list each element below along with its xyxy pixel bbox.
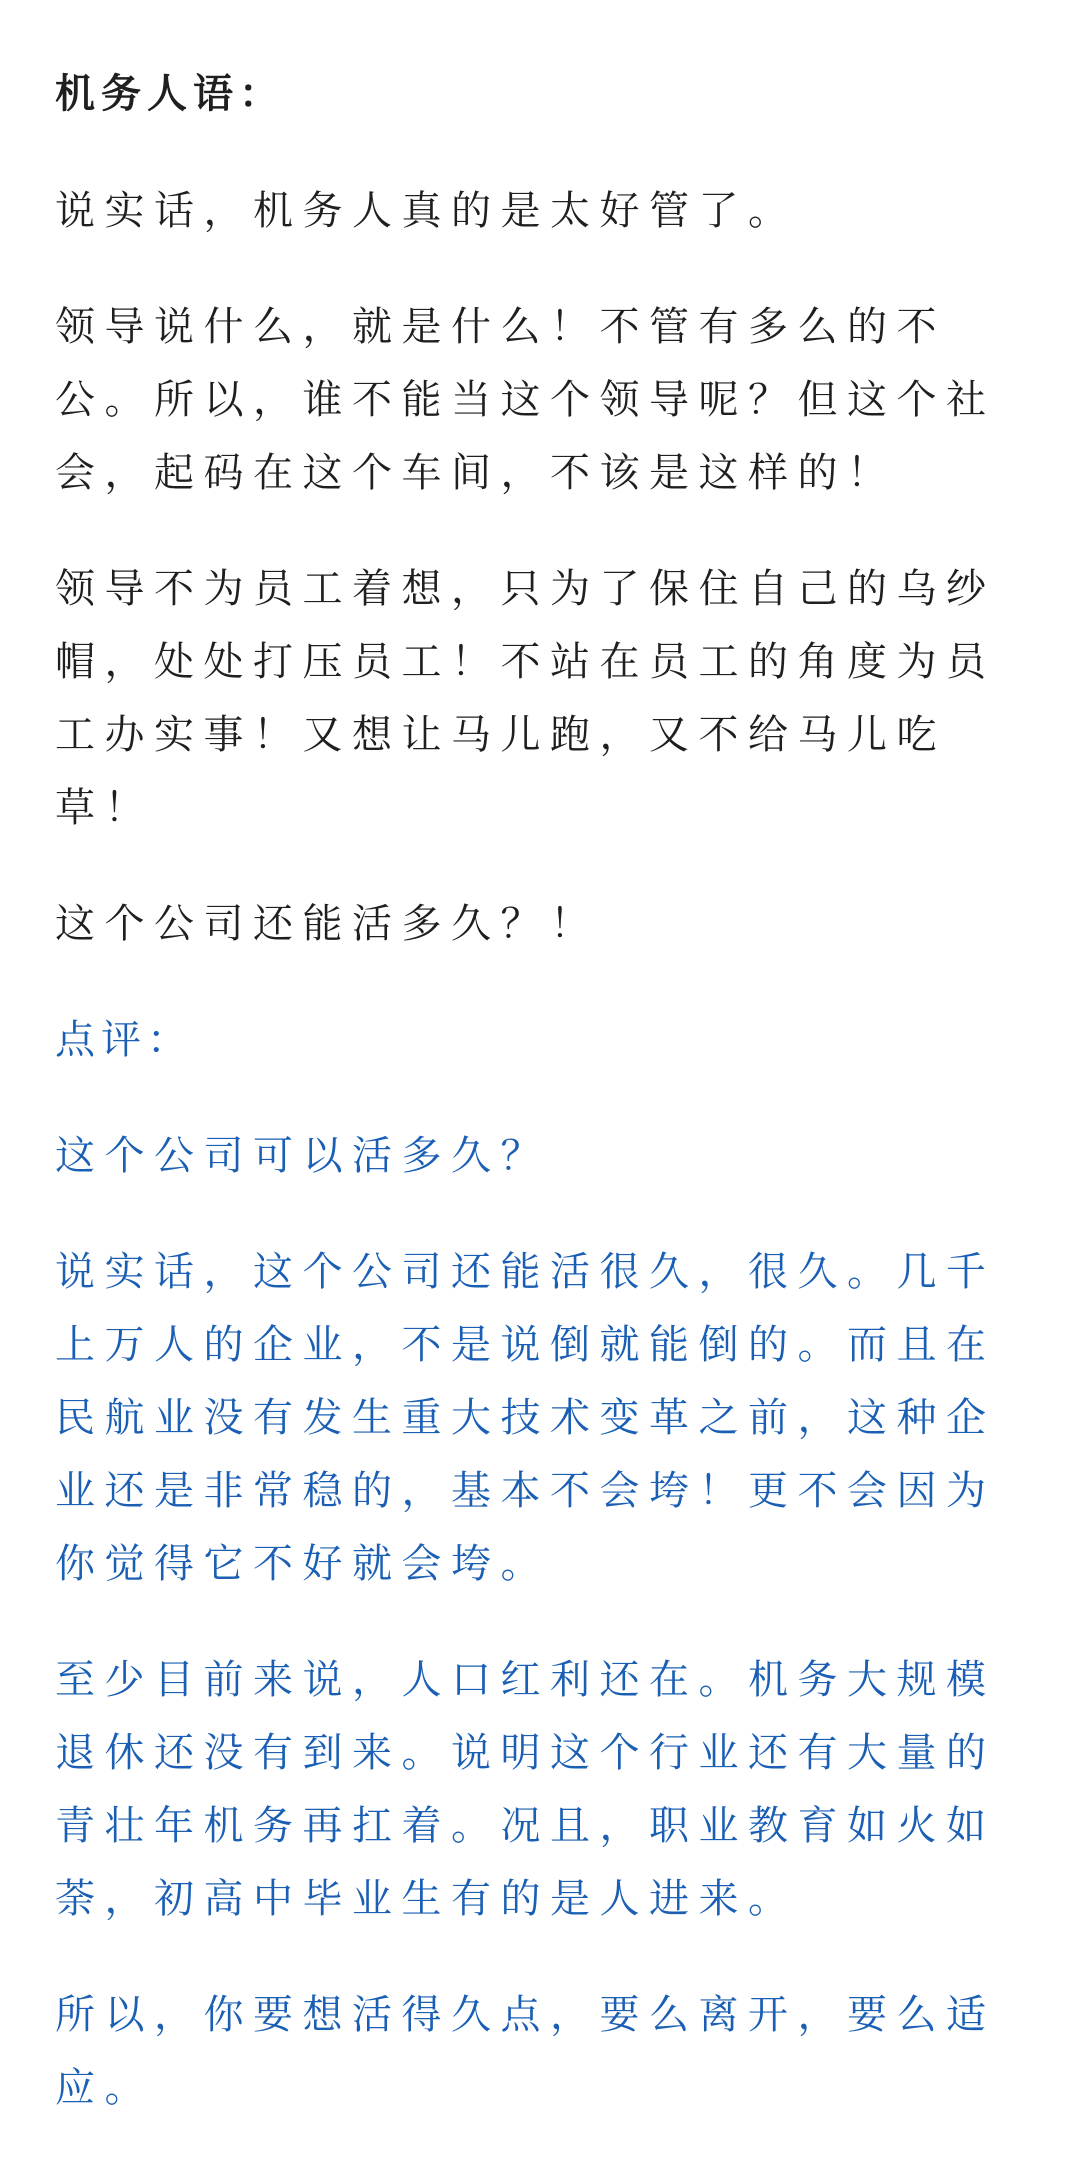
article-paragraph-4: 这个公司还能活多久？！: [55, 901, 600, 947]
article-paragraph-2: 领导说什么，就是什么！不管有多么的不公。所以，谁不能当这个领导呢？但这个社会，起码在这个车间，不该是这样的！: [55, 304, 996, 496]
article-paragraph-1: 说实话，机务人真的是太好管了。: [55, 188, 798, 234]
comment-paragraph-1: 这个公司可以活多久？: [55, 1133, 550, 1179]
article-body: [55, 58, 1015, 2168]
comment-paragraph-2: 说实话，这个公司还能活很久，很久。几千上万人的企业，不是说倒就能倒的。而且在民航业没有发生重大技术变革之前，这种企业还是非常稳的，基本不会垮！更不会因为你觉得它不好就会垮。: [55, 1249, 996, 1587]
comment-heading: 点评：: [55, 1017, 193, 1063]
comment-paragraph-3: 至少目前来说，人口红利还在。机务大规模退休还没有到来。说明这个行业还有大量的青壮年机务再扛着。况且，职业教育如火如荼，初高中毕业生有的是人进来。: [55, 1657, 996, 1922]
article-heading: 机务人语：: [55, 71, 285, 117]
comment-paragraph-4: 所以，你要想活得久点，要么离开，要么适应。: [55, 1992, 996, 2111]
article-paragraph-3: 领导不为员工着想，只为了保住自己的乌纱帽，处处打压员工！不站在员工的角度为员工办实事！又想让马儿跑，又不给马儿吃草！: [55, 566, 996, 831]
